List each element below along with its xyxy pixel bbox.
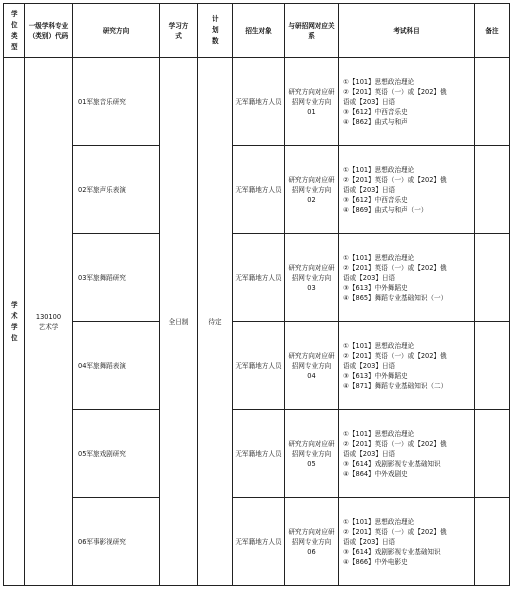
notes-cell xyxy=(475,498,510,586)
exam-line: 语或【203】日语 xyxy=(343,273,396,282)
direction-cell: 05军旅戏剧研究 xyxy=(73,410,160,498)
exam-line: ①【101】思想政治理论 xyxy=(343,253,415,262)
notes-cell xyxy=(475,146,510,234)
exam-line: 语或【203】日语 xyxy=(343,361,396,370)
target-cell: 无军籍地方人员 xyxy=(233,410,285,498)
degree-type-cell: 学术学位 xyxy=(4,58,25,586)
discipline-cell xyxy=(25,58,73,586)
exams-cell xyxy=(339,498,475,586)
header-row xyxy=(4,4,510,58)
table-row xyxy=(4,146,510,234)
exams-cell xyxy=(339,410,475,498)
exam-line: ④【862】曲式与和声 xyxy=(343,117,408,126)
target-cell: 无军籍地方人员 xyxy=(233,498,285,586)
exam-line: ①【101】思想政治理论 xyxy=(343,517,415,526)
exam-line: ③【614】戏剧影视专业基础知识 xyxy=(343,459,441,468)
exam-line: ②【201】英语（一）或【202】俄 xyxy=(343,439,447,448)
exam-line: ②【201】英语（一）或【202】俄 xyxy=(343,175,447,184)
direction-cell: 02军旅声乐表演 xyxy=(73,146,160,234)
header-direction: 研究方向 xyxy=(73,4,160,58)
target-cell: 无军籍地方人员 xyxy=(233,146,285,234)
exam-line: ④【865】舞蹈专业基础知识（一） xyxy=(343,293,448,302)
relation-cell: 研究方向对应研招网专业方向02 xyxy=(285,146,339,234)
exam-line: 语或【203】日语 xyxy=(343,97,396,106)
exam-line: ③【612】中西音乐史 xyxy=(343,195,408,204)
exam-line: ④【866】中外电影史 xyxy=(343,557,408,566)
exams-cell xyxy=(339,234,475,322)
exam-line: ③【613】中外舞蹈史 xyxy=(343,283,408,292)
notes-cell xyxy=(475,322,510,410)
relation-cell: 研究方向对应研招网专业方向03 xyxy=(285,234,339,322)
relation-cell: 研究方向对应研招网专业方向01 xyxy=(285,58,339,146)
exam-line: ④【871】舞蹈专业基础知识（二） xyxy=(343,381,448,390)
header-relation: 与研招网对应关系 xyxy=(285,4,339,58)
table-row xyxy=(4,58,510,146)
exams-cell xyxy=(339,146,475,234)
exam-line: 语或【203】日语 xyxy=(343,537,396,546)
direction-cell: 03军旅舞蹈研究 xyxy=(73,234,160,322)
header-target: 招生对象 xyxy=(233,4,285,58)
exam-line: 语或【203】日语 xyxy=(343,449,396,458)
header-notes: 备注 xyxy=(475,4,510,58)
exam-line: 语或【203】日语 xyxy=(343,185,396,194)
direction-cell: 06军事影视研究 xyxy=(73,498,160,586)
exam-line: ③【614】戏剧影视专业基础知识 xyxy=(343,547,441,556)
notes-cell xyxy=(475,234,510,322)
relation-cell: 研究方向对应研招网专业方向05 xyxy=(285,410,339,498)
plan-cell: 待定 xyxy=(198,58,233,586)
discipline-name: 艺术学 xyxy=(38,322,59,331)
exam-line: ①【101】思想政治理论 xyxy=(343,77,415,86)
discipline-code: 130100 xyxy=(35,312,62,321)
exam-line: ②【201】英语（一）或【202】俄 xyxy=(343,527,447,536)
notes-cell xyxy=(475,58,510,146)
table-row xyxy=(4,234,510,322)
table-row xyxy=(4,322,510,410)
exam-line: ④【864】中外戏剧史 xyxy=(343,469,408,478)
relation-cell: 研究方向对应研招网专业方向04 xyxy=(285,322,339,410)
header-discipline: 一级学科专业（类别）代码 xyxy=(25,4,73,58)
exam-line: ③【612】中西音乐史 xyxy=(343,107,408,116)
exam-line: ②【201】英语（一）或【202】俄 xyxy=(343,263,447,272)
exam-line: ①【101】思想政治理论 xyxy=(343,165,415,174)
direction-cell: 04军旅舞蹈表演 xyxy=(73,322,160,410)
exams-cell xyxy=(339,322,475,410)
exam-line: ①【101】思想政治理论 xyxy=(343,429,415,438)
exam-line: ②【201】英语（一）或【202】俄 xyxy=(343,87,447,96)
table-row xyxy=(4,410,510,498)
header-exams: 考试科目 xyxy=(339,4,475,58)
study-mode-cell: 全日制 xyxy=(160,58,198,586)
table-row xyxy=(4,498,510,586)
admissions-table xyxy=(3,3,510,586)
exam-line: ①【101】思想政治理论 xyxy=(343,341,415,350)
header-degree-type: 学位类型 xyxy=(4,4,25,58)
exam-line: ④【869】曲式与和声（一） xyxy=(343,205,428,214)
exam-line: ③【613】中外舞蹈史 xyxy=(343,371,408,380)
relation-cell: 研究方向对应研招网专业方向06 xyxy=(285,498,339,586)
target-cell: 无军籍地方人员 xyxy=(233,58,285,146)
exams-cell xyxy=(339,58,475,146)
header-plan: 计划数 xyxy=(198,4,233,58)
target-cell: 无军籍地方人员 xyxy=(233,234,285,322)
direction-cell: 01军旅音乐研究 xyxy=(73,58,160,146)
target-cell: 无军籍地方人员 xyxy=(233,322,285,410)
notes-cell xyxy=(475,410,510,498)
header-study-mode: 学习方式 xyxy=(160,4,198,58)
exam-line: ②【201】英语（一）或【202】俄 xyxy=(343,351,447,360)
